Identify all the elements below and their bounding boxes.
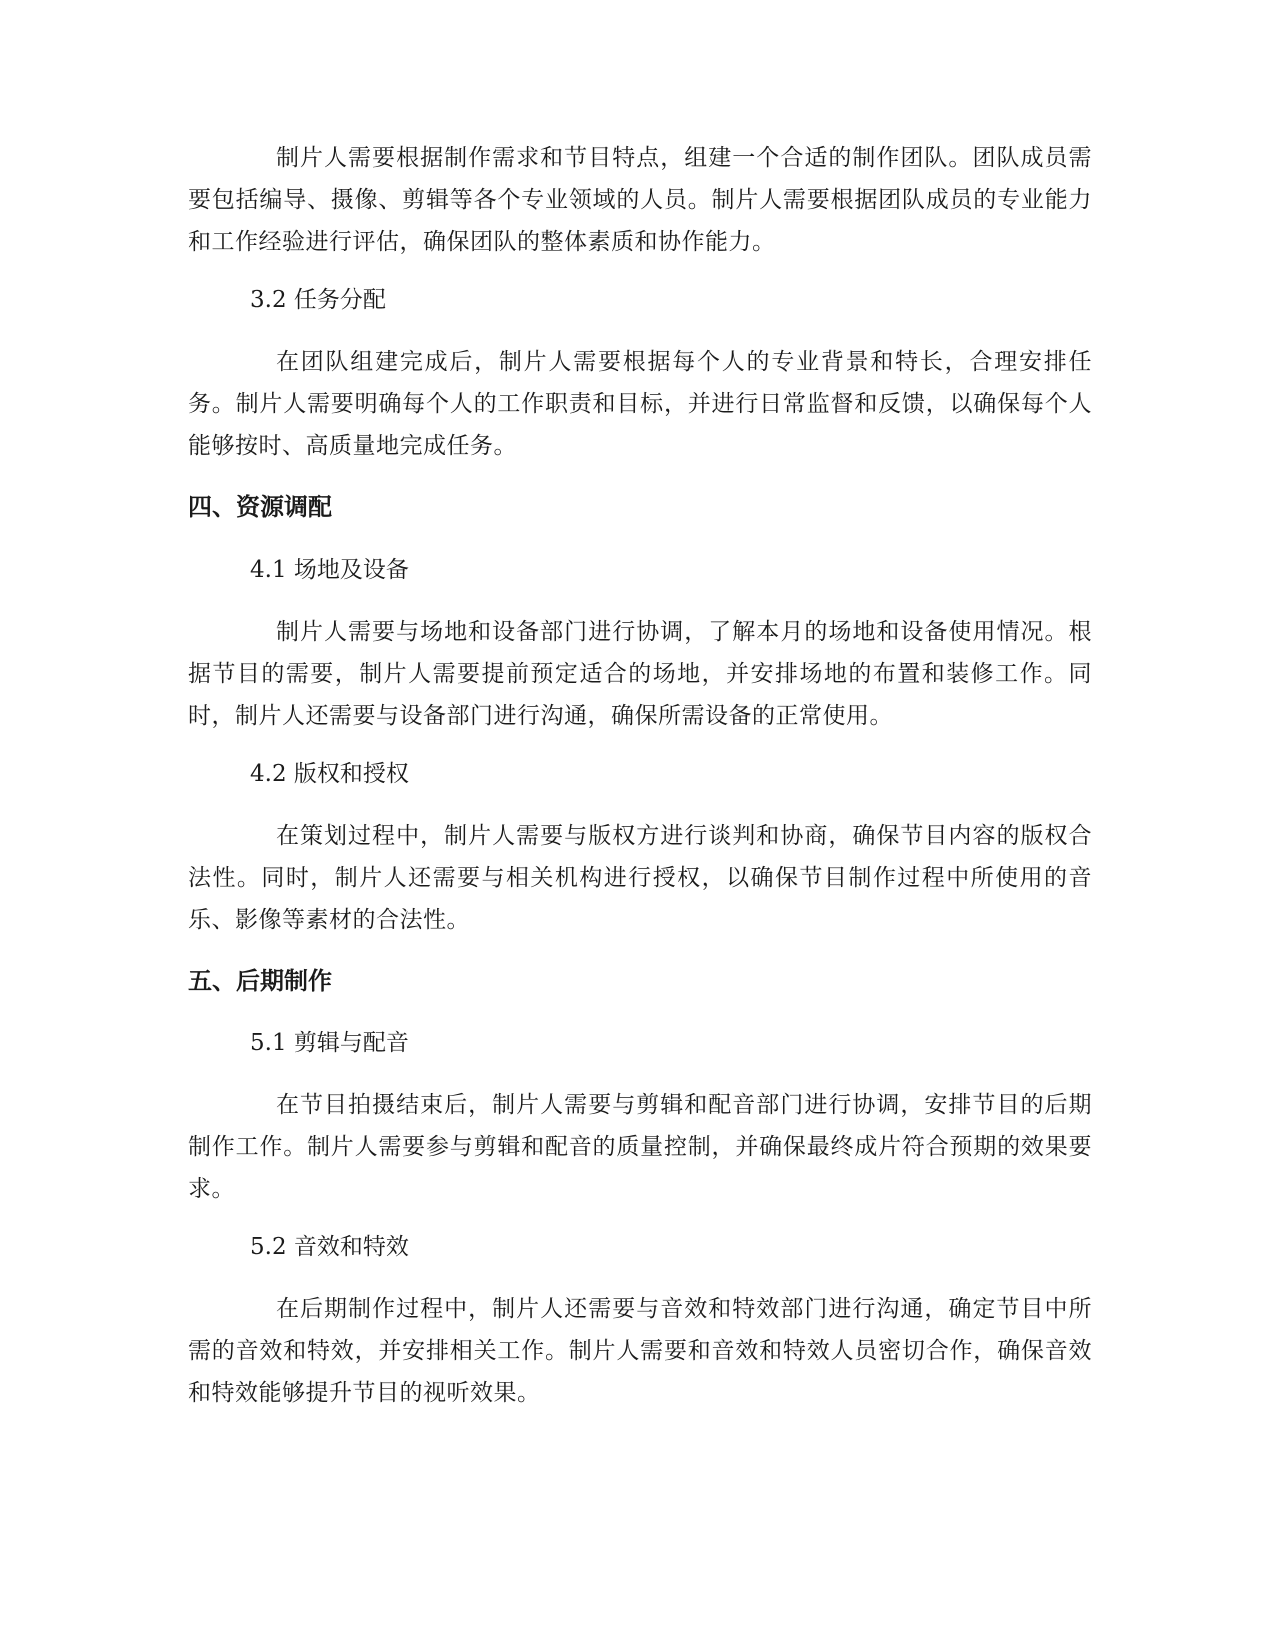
paragraph-copyright: 在策划过程中，制片人需要与版权方进行谈判和协商，确保节目内容的版权合法性。同时，制片人还需要与相关机构进行授权，以确保节目制作过程中所使用的音乐、影像等素材的合法性。 <box>188 823 1092 933</box>
subheading-5-2: 5.2 音效和特效 <box>250 1234 409 1260</box>
subheading-5-1: 5.1 剪辑与配音 <box>250 1030 409 1056</box>
paragraph-venue-equipment: 制片人需要与场地和设备部门进行协调，了解本月的场地和设备使用情况。根据节目的需要，制片人需要提前预定适合的场地，并安排场地的布置和装修工作。同时，制片人还需要与设备部门进行沟通，确保所需设备的正常使用。 <box>188 619 1092 729</box>
subheading-4-1: 4.1 场地及设备 <box>250 557 409 583</box>
section-heading-4: 四、资源调配 <box>188 493 332 521</box>
paragraph-sound-effects: 在后期制作过程中，制片人还需要与音效和特效部门进行沟通，确定节目中所需的音效和特效，并安排相关工作。制片人需要和音效和特效人员密切合作，确保音效和特效能够提升节目的视听效果。 <box>188 1296 1092 1406</box>
section-heading-5: 五、后期制作 <box>188 967 332 995</box>
subheading-3-2: 3.2 任务分配 <box>250 287 386 313</box>
paragraph-task-assignment: 在团队组建完成后，制片人需要根据每个人的专业背景和特长，合理安排任务。制片人需要明确每个人的工作职责和目标，并进行日常监督和反馈，以确保每个人能够按时、高质量地完成任务。 <box>188 349 1092 459</box>
subheading-4-2: 4.2 版权和授权 <box>250 761 409 787</box>
paragraph-team-building: 制片人需要根据制作需求和节目特点，组建一个合适的制作团队。团队成员需要包括编导、摄像、剪辑等各个专业领域的人员。制片人需要根据团队成员的专业能力和工作经验进行评估，确保团队的整体素质和协作能力。 <box>188 145 1092 255</box>
paragraph-editing-dubbing: 在节目拍摄结束后，制片人需要与剪辑和配音部门进行协调，安排节目的后期制作工作。制片人需要参与剪辑和配音的质量控制，并确保最终成片符合预期的效果要求。 <box>188 1092 1092 1202</box>
